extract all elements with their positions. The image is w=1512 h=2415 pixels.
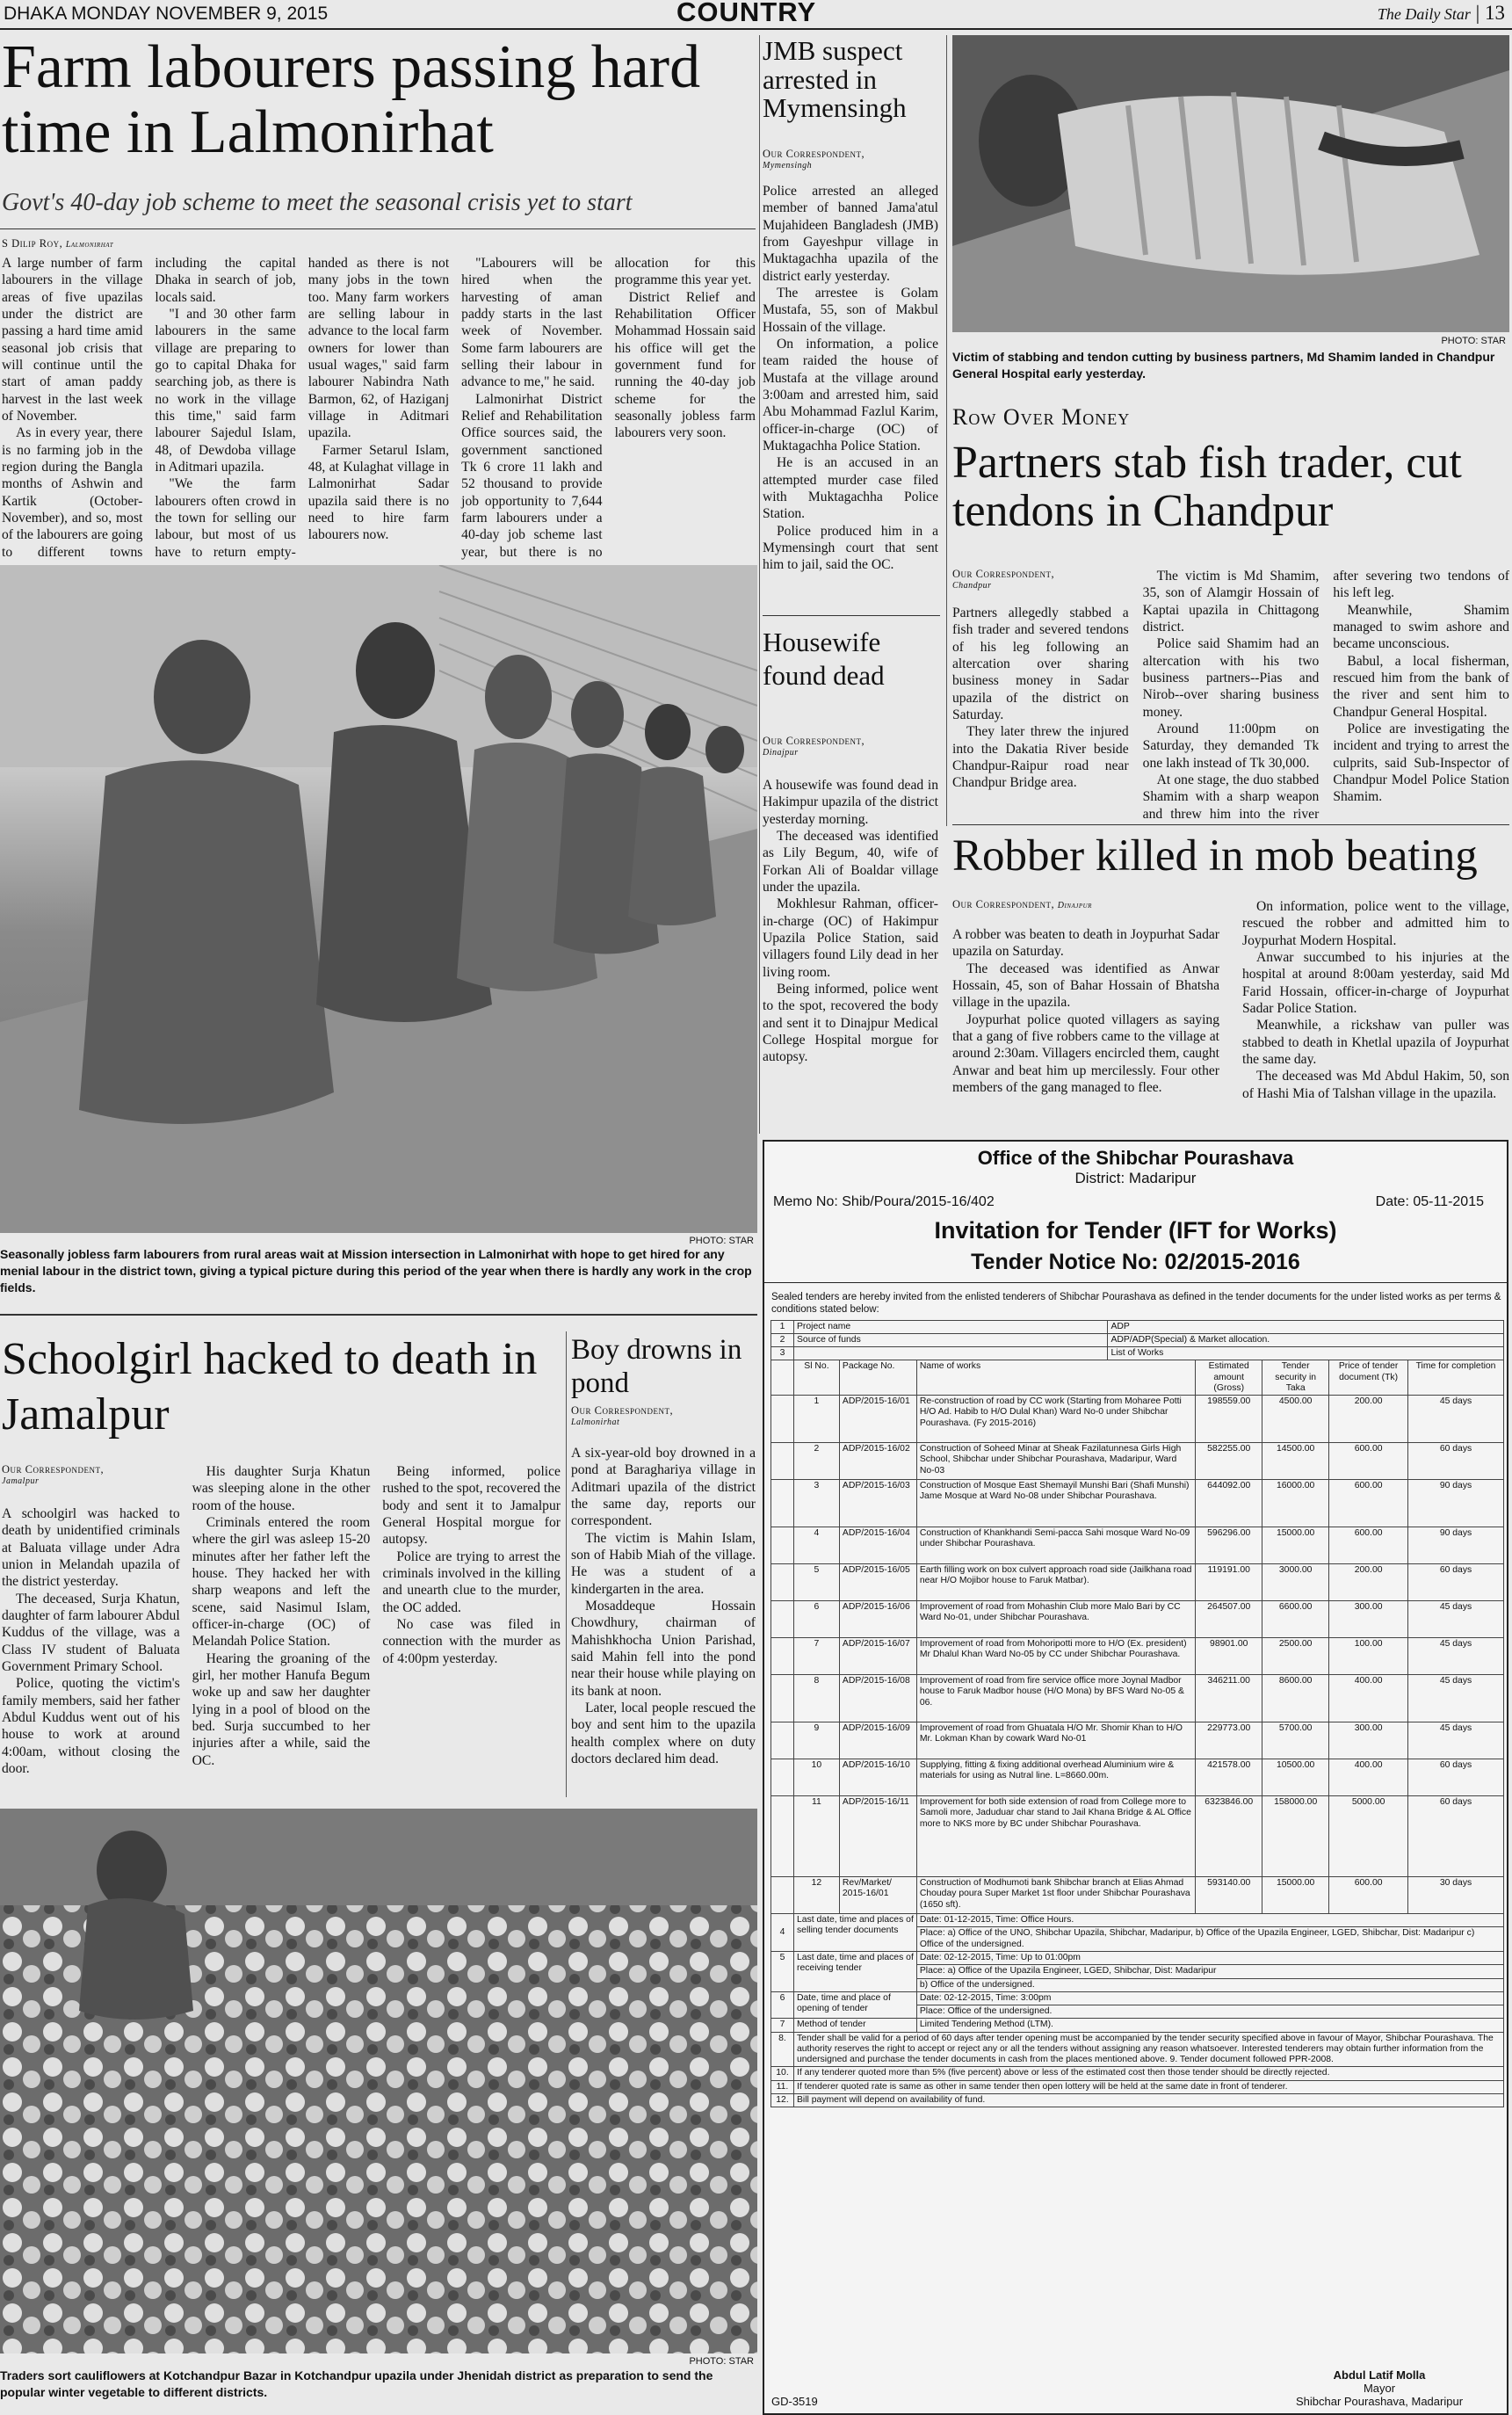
works-cell: 4 (793, 1527, 839, 1564)
robber-para: On information, police went to the village, rescued the robber and admitted him to Joypurhat Modern Hospital. (1242, 899, 1509, 948)
works-row-indent (771, 1480, 794, 1527)
row-label: Project name (793, 1320, 1107, 1333)
works-cell: 60 days (1408, 1564, 1504, 1601)
boy-body (571, 1445, 756, 1796)
row-number: 6 (771, 1991, 794, 2019)
works-cell: 45 days (1408, 1638, 1504, 1675)
row-number: 4 (771, 1914, 794, 1952)
works-header-cell: Tender security in Taka (1262, 1360, 1329, 1396)
row-value: Place: Office of the undersigned. (916, 2005, 1503, 2019)
works-header-cell: Estimated amount (Gross) (1196, 1360, 1262, 1396)
tender-table (770, 1320, 1504, 2108)
works-cell: 593140.00 (1196, 1877, 1262, 1914)
farm-byline-place: Lalmonirhat (65, 240, 114, 250)
fish-kicker: Row Over Money (952, 404, 1131, 430)
works-cell: 12 (793, 1877, 839, 1914)
housewife-byline-place: Dinajpur (763, 748, 799, 758)
robber-para: The deceased was Md Abdul Hakim, 50, son of Hashi Mia of Talshan village in the upazila. (1242, 1069, 1509, 1101)
works-row (771, 1527, 1504, 1564)
row-number: 12. (771, 2093, 794, 2107)
school-byline-place: Jamalpur (2, 1476, 40, 1486)
works-cell: Improvement of road from fire service office more Joynal Madbor house to Faruk Madbor house (H/O Mona) by BFS Ward No-05 & 06. (916, 1675, 1195, 1722)
works-cell: 229773.00 (1196, 1722, 1262, 1759)
works-row (771, 1722, 1504, 1759)
works-cell: 600.00 (1329, 1480, 1408, 1527)
boy-byline (571, 1404, 756, 1427)
row-value: ADP (1108, 1320, 1504, 1333)
housewife-headline: Housewife found dead (763, 627, 885, 691)
works-cell: 8600.00 (1262, 1675, 1329, 1722)
farm-subhead: Govt's 40-day job scheme to meet the seasonal crisis yet to start (2, 189, 633, 216)
column-divider-3 (566, 1331, 567, 1797)
works-row (771, 1796, 1504, 1877)
works-cell: 15000.00 (1262, 1877, 1329, 1914)
tender-row-lottery (771, 2080, 1504, 2093)
tender-row-validity (771, 2032, 1504, 2067)
tender-notice (763, 1140, 1508, 2415)
works-header-row (771, 1360, 1504, 1396)
robber-byline-place: Dinajpur (1057, 901, 1092, 910)
tender-intro: Sealed tenders are hereby invited from the enlisted tenderers of Shibchar Pourashava as defined in the tender documents for the under listed works as per terms & conditions stated below: (764, 1282, 1507, 1320)
fish-para: At one stage, the duo stabbed Shamim with a sharp weapon and threw him into the river after severing two tendons of his left leg. (1142, 569, 1509, 822)
jmb-rule (763, 615, 940, 616)
fish-photo-illustration (952, 35, 1509, 332)
tender-signature (1256, 2368, 1502, 2408)
works-cell: 5 (793, 1564, 839, 1601)
farm-para: A large number of farm labourers in the village areas of five upazilas under the district are passing a hard time amid seasonal job crisis that will continue until the start of aman paddy harvest in the last week of November. (2, 256, 143, 424)
robber-body (952, 898, 1509, 1125)
jmb-para: Police arrested an alleged member of banned Jama'atul Mujahideen Bangladesh (JMB) from Gayeshpur village in Muktagachha upazila of the district early yesterday. (763, 184, 938, 284)
boy-headline: Boy drowns in pond (571, 1334, 742, 1399)
works-cell: Improvement of road from Mohashin Club more Malo Bari by CC Ward No-01, under Shibchar Pourashava. (916, 1601, 1195, 1638)
row-value: Limited Tendering Method (LTM). (916, 2019, 1503, 2032)
jmb-para: Police produced him in a Mymensingh court that sent him to jail, said the OC. (763, 523, 938, 573)
housewife-para: A housewife was found dead in Hakimpur upazila of the district yesterday morning. (763, 778, 938, 827)
farm-photo-illustration (0, 565, 757, 1233)
farm-para: Lalmonirhat District Relief and Rehabilitation Office sources said, the government sanctioned Tk 6 crore 11 lakh and 52 thousand to provide job opportunity to 7,644 farm labourers under a 40-day job scheme last year, but there is no allocation for this programme this year yet. (461, 256, 756, 560)
works-cell: ADP/2015-16/10 (839, 1759, 916, 1796)
works-cell: Supplying, fitting & fixing additional overhead Aluminium wire & materials for using as Nutral line. L=8660.00m. (916, 1759, 1195, 1796)
works-cell: 45 days (1408, 1722, 1504, 1759)
page-marker: The Daily Star | 13 (1377, 2, 1505, 24)
fish-para: Police said Shamim had an altercation with his two business partners--Pias and Nirob--over sharing business money. (1142, 636, 1320, 720)
works-row (771, 1396, 1504, 1443)
row-value: Bill payment will depend on availability of fund. (793, 2093, 1503, 2107)
farm-body (2, 255, 756, 562)
works-header-cell: Time for completion (1408, 1360, 1504, 1396)
works-cell: 11 (793, 1796, 839, 1877)
farm-photo (0, 565, 757, 1233)
row-value: b) Office of the undersigned. (916, 1978, 1503, 1991)
school-para: The deceased, Surja Khatun, daughter of farm labourer Abdul Kuddus of the village, was a Class IV student of Baluata Government Primary School. (2, 1591, 180, 1674)
farm-byline (2, 237, 113, 250)
works-cell: 300.00 (1329, 1722, 1408, 1759)
works-header-cell: Sl No. (793, 1360, 839, 1396)
housewife-para: The deceased was identified as Lily Begum, 40, wife of Forkan Ali of Boaldar village under the upazila. (763, 828, 938, 895)
works-cell: 644092.00 (1196, 1480, 1262, 1527)
works-cell: ADP/2015-16/09 (839, 1722, 916, 1759)
fish-para: Around 11:00pm on Saturday, they demanded Tk one lakh instead of Tk 30,000. (1142, 721, 1320, 771)
row-value: Date: 02-12-2015, Time: 3:00pm (916, 1991, 1503, 2005)
works-cell: 60 days (1408, 1759, 1504, 1796)
robber-para: Meanwhile, a rickshaw van puller was stabbed to death in Khetlal upazila of Joypurhat the same day. (1242, 1018, 1509, 1067)
jmb-byline-place: Mymensingh (763, 161, 813, 170)
boy-para: A six-year-old boy drowned in a pond at Baraghariya village in Aditmari upazila of the district the same day, reports our correspondent. (571, 1446, 756, 1529)
row-label: List of Works (1108, 1347, 1504, 1360)
school-para: His daughter Surja Khatun was sleeping alone in the other room of the house. (192, 1464, 371, 1513)
works-row-indent (771, 1564, 794, 1601)
works-cell: ADP/2015-16/06 (839, 1601, 916, 1638)
works-cell: 198559.00 (1196, 1396, 1262, 1443)
works-cell: 14500.00 (1262, 1443, 1329, 1480)
farm-para: "Labourers will be hired when the harvesting of aman paddy starts in the last week of November. Some farm labourers are selling their labour in advance to me," he said. (461, 256, 603, 390)
fish-byline-place: Chandpur (952, 581, 992, 591)
works-row (771, 1877, 1504, 1914)
row-number: 11. (771, 2080, 794, 2093)
farm-byline-name: S Dilip Roy, (2, 237, 63, 250)
robber-para: Joypurhat police quoted villagers as saying that a gang of five robbers came to the village at around 2:30am. Villagers encircled them, caught Anwar and beat him up mercilessly. Four other members of the gang managed to flee. (952, 1012, 1219, 1095)
works-cell: 582255.00 (1196, 1443, 1262, 1480)
row-value: ADP/ADP(Special) & Market allocation. (1108, 1333, 1504, 1346)
works-row-indent (771, 1601, 794, 1638)
works-cell: ADP/2015-16/05 (839, 1564, 916, 1601)
works-cell: ADP/2015-16/01 (839, 1396, 916, 1443)
school-para: No case was filed in connection with the murder as of 4:00pm yesterday. (382, 1616, 561, 1666)
works-cell: 100.00 (1329, 1638, 1408, 1675)
works-cell: 60 days (1408, 1443, 1504, 1480)
jmb-headline: JMB suspect arrested in Mymensingh (763, 35, 907, 124)
tender-row-opening (771, 1991, 1504, 2005)
robber-para: A robber was beaten to death in Joypurhat Sadar upazila on Saturday. (952, 927, 1219, 960)
school-para: Being informed, police rushed to the spot, recovered the body and sent it to Jamalpur General Hospital morgue for autopsy. (382, 1464, 561, 1548)
row-value: If tenderer quoted rate is same as other in same tender then open lottery will be held at the same date in front of tenderer. (793, 2080, 1503, 2093)
works-row-indent (771, 1675, 794, 1722)
tender-title: Invitation for Tender (IFT for Works) (934, 1217, 1337, 1244)
works-cell: 9 (793, 1722, 839, 1759)
works-cell: 300.00 (1329, 1601, 1408, 1638)
farm-caption: Seasonally jobless farm labourers from rural areas wait at Mission intersection in Lalmonirhat with hope to get hired for any menial labour in the district town, giving a typical picture during this period of the year when there is hardly any work in the crop fields. (0, 1247, 752, 1295)
housewife-para: Mokhlesur Rahman, officer-in-charge (OC) of Hakimpur Upazila Police Station, said villagers found Lily dead in her living room. (763, 896, 938, 980)
works-cell: 264507.00 (1196, 1601, 1262, 1638)
robber-byline-name: Our Correspondent, (952, 898, 1055, 910)
works-row (771, 1759, 1504, 1796)
works-header-cell: Price of tender document (Tk) (1329, 1360, 1408, 1396)
tender-row-method (771, 2019, 1504, 2032)
works-cell: 10500.00 (1262, 1759, 1329, 1796)
tender-row-project (771, 1320, 1504, 1333)
works-row-indent (771, 1527, 794, 1564)
works-cell: 400.00 (1329, 1759, 1408, 1796)
tender-notice-number: Tender Notice No: 02/2015-2016 (971, 1250, 1300, 1274)
works-cell: 200.00 (1329, 1396, 1408, 1443)
tender-row-selling (771, 1914, 1504, 1927)
works-cell: Improvement of road from Mohoripotti more to H/O (Ex. president) Mr Dhalul Khan Ward No-05 by CC under Shibchar Pourashava. (916, 1638, 1195, 1675)
section-name: COUNTRY (676, 0, 817, 27)
works-cell: 6 (793, 1601, 839, 1638)
column-divider-2 (946, 35, 947, 826)
works-cell: 1 (793, 1396, 839, 1443)
works-cell: 45 days (1408, 1396, 1504, 1443)
row-label: Date, time and place of opening of tender (793, 1991, 916, 2019)
farm-rule (0, 228, 756, 229)
jmb-body (763, 183, 938, 613)
works-row (771, 1601, 1504, 1638)
boy-byline-place: Lalmonirhat (571, 1418, 620, 1427)
fish-byline-name: Our Correspondent, (952, 568, 1055, 580)
boy-para: Later, local people rescued the boy and sent him to the upazila health complex where on duty doctors declared him dead. (571, 1700, 756, 1766)
dateline: DHAKA MONDAY NOVEMBER 9, 2015 (4, 4, 329, 24)
row-number: 8. (771, 2032, 794, 2067)
robber-para: Anwar succumbed to his injuries at the hospital at around 8:00am yesterday, said Md Farid Hossain, officer-in-charge of Joypurhat Sadar Police Station. (1242, 949, 1509, 1016)
masthead (0, 0, 1512, 30)
row-label: Source of funds (793, 1333, 1107, 1346)
school-headline: Schoolgirl hacked to death in Jamalpur (2, 1334, 538, 1440)
works-cell: 30 days (1408, 1877, 1504, 1914)
works-row-indent (771, 1722, 794, 1759)
fish-para: They later threw the injured into the Dakatia River beside Chandpur-Raipur road near Chandpur Bridge area. (952, 724, 1129, 791)
works-header-cell: Package No. (839, 1360, 916, 1396)
works-row (771, 1443, 1504, 1480)
robber-headline: Robber killed in mob beating (952, 831, 1478, 881)
works-cell: 6600.00 (1262, 1601, 1329, 1638)
row-number: 7 (771, 2019, 794, 2032)
tender-row-funds (771, 1333, 1504, 1346)
cauliflower-photo-illustration (0, 1809, 757, 2353)
works-cell: ADP/2015-16/03 (839, 1480, 916, 1527)
works-cell: 2 (793, 1443, 839, 1480)
works-row (771, 1638, 1504, 1675)
tender-meta (764, 1187, 1507, 1210)
works-cell: Improvement of road from Ghuatala H/O Mr. Shomir Khan to H/O Mr. Lokman Khan by cowark Ward No-01 (916, 1722, 1195, 1759)
works-cell: 45 days (1408, 1675, 1504, 1722)
jmb-byline-name: Our Correspondent, (763, 148, 865, 160)
works-cell: 600.00 (1329, 1443, 1408, 1480)
works-cell: 3000.00 (1262, 1564, 1329, 1601)
works-cell: Re-construction of road by CC work (Starting from Moharee Potti H/O Ad. Habib to H/O Dulal Khan) Ward No-0 under Shibchar Pourashava. (Fy 2015-2016) (916, 1396, 1195, 1443)
row-number: 1 (771, 1320, 794, 1333)
boy-para: The victim is Mahin Islam, son of Habib Miah of the village. He was a student of a kindergarten in the area. (571, 1530, 756, 1597)
fish-body (952, 568, 1509, 823)
row-value: If any tenderer quoted more than 5% (five percent) above or less of the estimated cost then those tender should be directly rejected. (793, 2067, 1503, 2080)
tender-row-receiving (771, 1951, 1504, 1964)
row-value: Place: a) Office of the UNO, Shibchar Upazila, Shibchar, Madaripur, b) Office of the Upazila Engineer, LGED, Shibchar, Dist: Madaripur c) Office of the undersigned. (916, 1927, 1503, 1952)
works-list (771, 1360, 1504, 1914)
works-cell: 596296.00 (1196, 1527, 1262, 1564)
tender-row-payment (771, 2093, 1504, 2107)
works-cell: 4500.00 (1262, 1396, 1329, 1443)
school-body (2, 1463, 561, 1797)
works-cell: Construction of Soheed Minar at Sheak Fazilatunnesa Girls High School, Shibchar under Shibchar Pourashava, Madaripur, Ward No-03 (916, 1443, 1195, 1480)
farm-para: "We the farm labourers often crowd in the town for selling our labour, but most of us have to return empty-handed as there is not many jobs in the town too. Many farm workers are selling labour in advance to the local farm owners for lower than usual wages," said farm labourer Nabindra Nath Barmon, 62, of Haziganj village in Aditmari upazila. (155, 256, 450, 560)
boy-byline-name: Our Correspondent, (571, 1404, 674, 1417)
signatory-title: Mayor (1363, 2382, 1396, 2395)
works-cell: 90 days (1408, 1480, 1504, 1527)
works-cell: 119191.00 (1196, 1564, 1262, 1601)
housewife-byline (763, 735, 938, 758)
school-para: Hearing the groaning of the girl, her mother Hanufa Begum woke up and saw her daughter lying in a pool of blood on the bed. Surja succumbed to her injuries after a while, said the OC. (192, 1650, 371, 1768)
row-label-spacer (793, 1347, 1107, 1360)
jmb-byline (763, 148, 938, 170)
fish-caption: Victim of stabbing and tendon cutting by business partners, Md Shamim landed in Chandpur General Hospital early yesterday. (952, 350, 1495, 381)
works-cell: ADP/2015-16/07 (839, 1638, 916, 1675)
works-cell: ADP/2015-16/04 (839, 1527, 916, 1564)
works-row (771, 1675, 1504, 1722)
works-cell: 45 days (1408, 1601, 1504, 1638)
row-label: Method of tender (793, 2019, 916, 2032)
tender-date: Date: 05-11-2015 (1375, 1194, 1484, 1209)
row-label: Last date, time and places of receiving tender (793, 1951, 916, 1991)
works-cell: Earth filling work on box culvert approach road side (Jailkhana road near H/O Mojibor house to Faruk Matbar). (916, 1564, 1195, 1601)
signatory-name: Abdul Latif Molla (1333, 2368, 1426, 2382)
works-row-indent (771, 1396, 794, 1443)
robber-para: The deceased was identified as Anwar Hossain, 45, son of Bahar Hossain of Bhatsha village in the upazila. (952, 961, 1219, 1011)
works-header-cell: Name of works (916, 1360, 1195, 1396)
school-para: Criminals entered the room where the girl was asleep 15-20 minutes after her father left the house. They hacked her with sharp weapons and left the scene, said Nasimul Islam, officer-in-charge (OC) of Melandah Police Station. (192, 1514, 371, 1650)
works-row (771, 1480, 1504, 1527)
works-cell: 600.00 (1329, 1877, 1408, 1914)
works-row-indent (771, 1796, 794, 1877)
works-cell: 400.00 (1329, 1675, 1408, 1722)
farm-headline: Farm labourers passing hard time in Lalmonirhat (2, 33, 701, 166)
works-cell: 6323846.00 (1196, 1796, 1262, 1877)
works-cell: 98901.00 (1196, 1638, 1262, 1675)
tender-row-works (771, 1347, 1504, 1360)
works-row-indent (771, 1443, 794, 1480)
housewife-body (763, 777, 938, 1120)
works-cell: 16000.00 (1262, 1480, 1329, 1527)
housewife-para: Being informed, police went to the spot, recovered the body and sent it to Dinajpur Medical College Hospital morgue for autopsy. (763, 981, 938, 1065)
row-value: Date: 01-12-2015, Time: Office Hours. (916, 1914, 1503, 1927)
works-cell: ADP/2015-16/08 (839, 1675, 916, 1722)
works-cell: ADP/2015-16/11 (839, 1796, 916, 1877)
works-cell: 8 (793, 1675, 839, 1722)
housewife-byline-name: Our Correspondent, (763, 735, 865, 747)
fish-para: Babul, a local fisherman, rescued him from the bank of the river and sent him to Chandpur General Hospital. (1333, 653, 1509, 720)
signatory-office: Shibchar Pourashava, Madaripur (1295, 2395, 1464, 2408)
cauliflower-photo (0, 1809, 757, 2353)
jmb-para: The arrestee is Golam Mustafa, 55, son of Makbul Hossain of the village. (763, 285, 938, 335)
works-cell: 2500.00 (1262, 1638, 1329, 1675)
farm-para: As in every year, there is no farming job in the region during the Bangla months of Ashwin and Kartik (October-November), and so, most of the labourers are going to different towns including the capital Dhaka in search of job, locals said. (2, 256, 296, 560)
works-cell: 15000.00 (1262, 1527, 1329, 1564)
tender-gd-number: GD-3519 (771, 2395, 818, 2408)
fish-para: Partners allegedly stabbed a fish trader and severed tendons of his leg following an altercation over sharing business money in Sadar upazila of the district on Saturday. (952, 606, 1129, 722)
fish-para: Meanwhile, Shamim managed to swim ashore and became unconscious. (1333, 602, 1509, 652)
row-number: 3 (771, 1347, 794, 1360)
works-cell: 3 (793, 1480, 839, 1527)
farm-photo-credit: PHOTO: STAR (689, 1236, 754, 1246)
row-label: Last date, time and places of selling tender documents (793, 1914, 916, 1952)
row-value: Date: 02-12-2015, Time: Up to 01:00pm (916, 1951, 1503, 1964)
works-row-indent (771, 1877, 794, 1914)
tender-row-rejection (771, 2067, 1504, 2080)
works-cell: Rev/Market/ 2015-16/01 (839, 1877, 916, 1914)
school-para: Police are trying to arrest the criminals involved in the killing and unearth clue to the murder, the OC added. (382, 1548, 561, 1615)
farm-para: "I and 30 other farm labourers in the same village are preparing to go to capital Dhaka for searching job, as there is no work in the village this time," said farm labourer Sajedul Islam, 48, of Dewdoba village in Aditmari upazila. (155, 306, 296, 475)
row-value: Place: a) Office of the Upazila Engineer, LGED, Shibchar, Dist: Madaripur (916, 1965, 1503, 1978)
works-cell: 600.00 (1329, 1527, 1408, 1564)
row-number: 10. (771, 2067, 794, 2080)
works-cell: ADP/2015-16/02 (839, 1443, 916, 1480)
tender-district: District: Madaripur (1074, 1170, 1197, 1186)
works-cell: 421578.00 (1196, 1759, 1262, 1796)
boy-para: Mosaddeque Hossain Chowdhury, chairman of Mahishkhocha Union Parishad, said Mahin fell into the pond near their house while playing on its bank at noon. (571, 1598, 756, 1699)
school-byline-name: Our Correspondent, (2, 1463, 105, 1476)
row-value: Tender shall be valid for a period of 60 days after tender opening must be accompanied by the tender security specified above in favour of Mayor, Shibchar Pourashava. The authority reserves the right to accept or reject any or all the tenders without assigning any reason whatsoever. Interested tenderers may obtain further information from the undersigned and purchase the tender documents in cash from the places mentioned above. 9. Tender document followed PPR-2008. (793, 2032, 1503, 2067)
works-cell: Construction of Khankhandi Semi-pacca Sahi mosque Ward No-09 under Shibchar Pourashava. (916, 1527, 1195, 1564)
fish-para: The victim is Md Shamim, 35, son of Alamgir Hossain of Kaptai upazila in Chittagong district. (1142, 569, 1320, 635)
cauliflower-caption: Traders sort cauliflowers at Kotchandpur Bazar in Kotchandpur upazila under Jhenidah district as preparation to send the popular winter vegetable to different districts. (0, 2368, 713, 2399)
works-cell: Improvement for both side extension of road from College more to Samoli more, Jaduduar char stand to Jail Khana Bridge & AL Office more to NKS more by BC under Shibchar Pourashava. (916, 1796, 1195, 1877)
works-cell: 5000.00 (1329, 1796, 1408, 1877)
works-row-indent (771, 1759, 794, 1796)
farm-para: Farmer Setarul Islam, 48, at Kulaghat village in Lalmonirhat Sadar upazila said there is no need to hire farm labourers now. (307, 442, 450, 543)
school-para: A schoolgirl was hacked to death by unidentified criminals at Baluata village under Adra union in Melandah upazila of the district yesterday. (2, 1506, 180, 1590)
works-cell: 10 (793, 1759, 839, 1796)
row-number: 5 (771, 1951, 794, 1991)
fish-para: Police are investigating the incident and trying to arrest the culprits, said Sub-Inspector of Chandpur Model Police Station Shamim. (1333, 721, 1509, 805)
jmb-para: He is an accused in an attempted murder case filed with Muktagachha Police Station. (763, 455, 938, 522)
works-cell: Construction of Mosque East Shemayil Munshi Bari (Shafi Munshi) Jame Mosque at Ward No-08 under Shibchar Pourashava. (916, 1480, 1195, 1527)
works-cell: 60 days (1408, 1796, 1504, 1877)
fish-photo (952, 35, 1509, 332)
page-number: 13 (1485, 2, 1505, 24)
tender-office: Office of the Shibchar Pourashava (977, 1147, 1294, 1169)
fish-headline: Partners stab fish trader, cut tendons in Chandpur (952, 438, 1462, 536)
cauliflower-photo-credit: PHOTO: STAR (689, 2356, 754, 2367)
works-row-indent (771, 1638, 794, 1675)
works-cell: 7 (793, 1638, 839, 1675)
fish-photo-credit: PHOTO: STAR (1441, 336, 1506, 346)
paper-name: The Daily Star (1377, 5, 1471, 23)
works-cell: 346211.00 (1196, 1675, 1262, 1722)
works-cell: 158000.00 (1262, 1796, 1329, 1877)
works-row (771, 1564, 1504, 1601)
column-divider (759, 35, 760, 1134)
works-cell: Construction of Modhumoti bank Shibchar branch at Elias Ahmad Chouday poura Super Market 1st floor under Shibchar Pourashava (1650 sft). (916, 1877, 1195, 1914)
tender-memo: Memo No: Shib/Poura/2015-16/402 (773, 1194, 995, 1209)
farm-para: District Relief and Rehabilitation Officer Mohammad Hossain said his office will get the government fund for running the 40-day job scheme for the seasonally jobless farm labourers very soon. (614, 289, 756, 441)
row-number: 2 (771, 1333, 794, 1346)
farm-bottom-rule (0, 1314, 757, 1316)
fish-rule (952, 824, 1509, 825)
jmb-para: On information, a police team raided the house of Mustafa at the village around 3:00am and arrested him, said Abu Mohammad Fazlul Karim, officer-in-charge (OC) of Muktagachha Police Station. (763, 336, 938, 453)
works-cell: 90 days (1408, 1527, 1504, 1564)
works-cell: 200.00 (1329, 1564, 1408, 1601)
works-cell: 5700.00 (1262, 1722, 1329, 1759)
school-para: Police, quoting the victim's family members, said her father Abdul Kuddus went out of his house to work at around 4:00am, without closing the door. (2, 1676, 180, 1776)
